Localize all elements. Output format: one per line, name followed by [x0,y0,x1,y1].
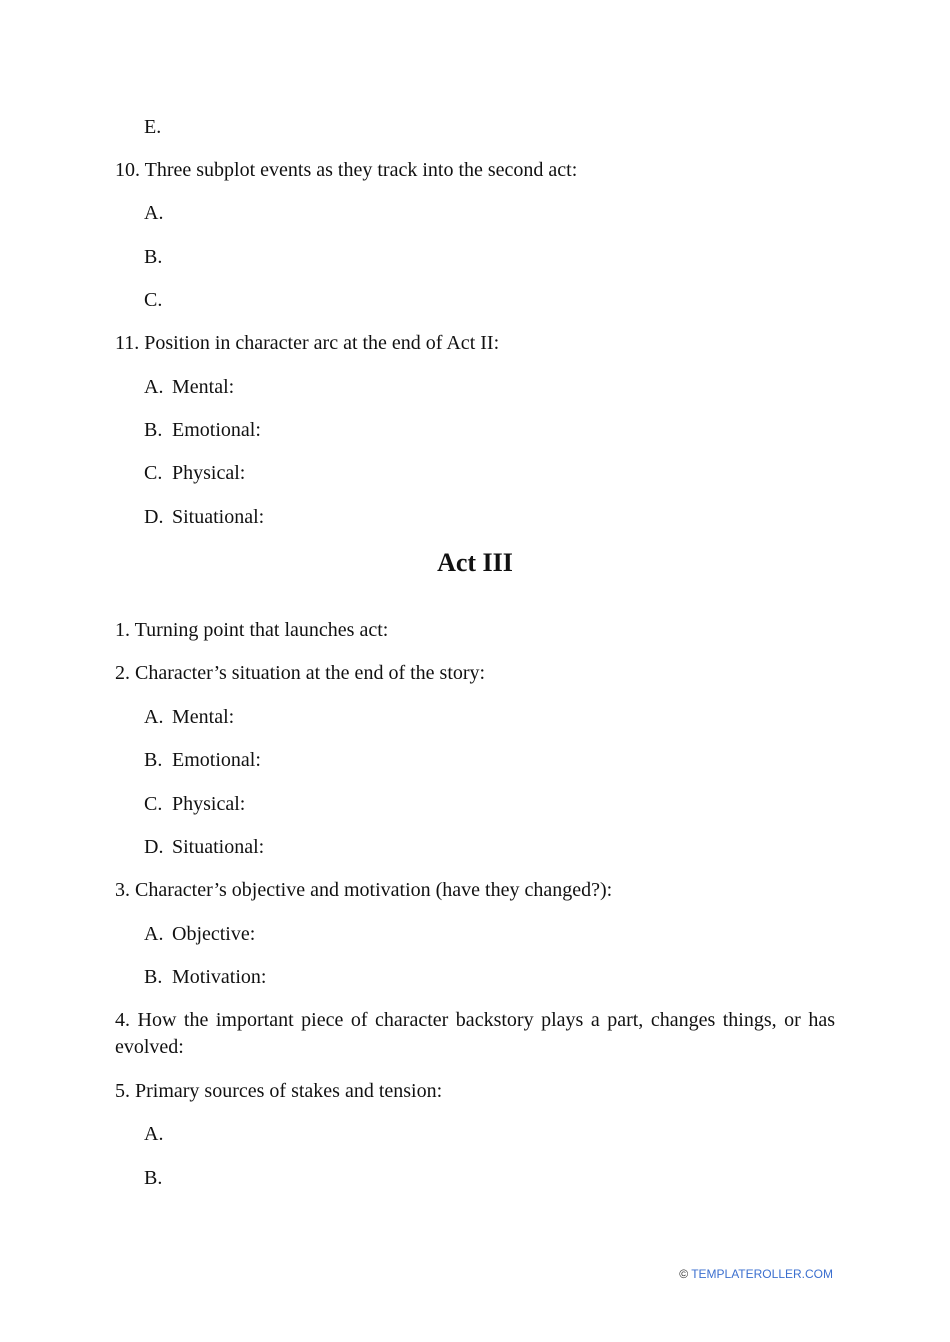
act3-question-2: 2. Character’s situation at the end of the story: [115,662,486,684]
list-item: A. Mental: [144,376,235,398]
list-item: B. [144,1167,163,1189]
act3-question-5: 5. Primary sources of stakes and tension: [115,1080,443,1102]
act3-question-3: 3. Character’s objective and motivation (have they changed?): [115,879,613,901]
list-item: B. [144,246,163,268]
question-11: 11. Position in character arc at the end of Act II: [115,332,500,354]
list-item: B. Emotional: [144,749,261,771]
list-item: B. Emotional: [144,419,261,441]
footer-credit [679,1266,833,1282]
list-item: A. Objective: [144,923,256,945]
list-item: C. Physical: [144,462,246,484]
copyright-symbol: © [679,1267,689,1281]
list-item: A. [144,202,164,224]
list-item: D. Situational: [144,506,265,528]
act3-question-4: 4. How the important piece of character backstory plays a part, changes things, or has evolved: [115,1009,835,1058]
section-heading-act-3: Act III [437,548,513,577]
list-item: C. [144,289,163,311]
list-item: D. Situational: [144,836,265,858]
act3-question-1: 1. Turning point that launches act: [115,619,389,641]
list-item: A. Mental: [144,706,235,728]
list-item: B. Motivation: [144,966,267,988]
question-10: 10. Three subplot events as they track into the second act: [115,159,578,181]
list-item: C. Physical: [144,793,246,815]
list-item: A. [144,1123,164,1145]
list-item: E. [144,116,162,138]
footer-site-link[interactable]: TEMPLATEROLLER.COM [691,1267,833,1281]
